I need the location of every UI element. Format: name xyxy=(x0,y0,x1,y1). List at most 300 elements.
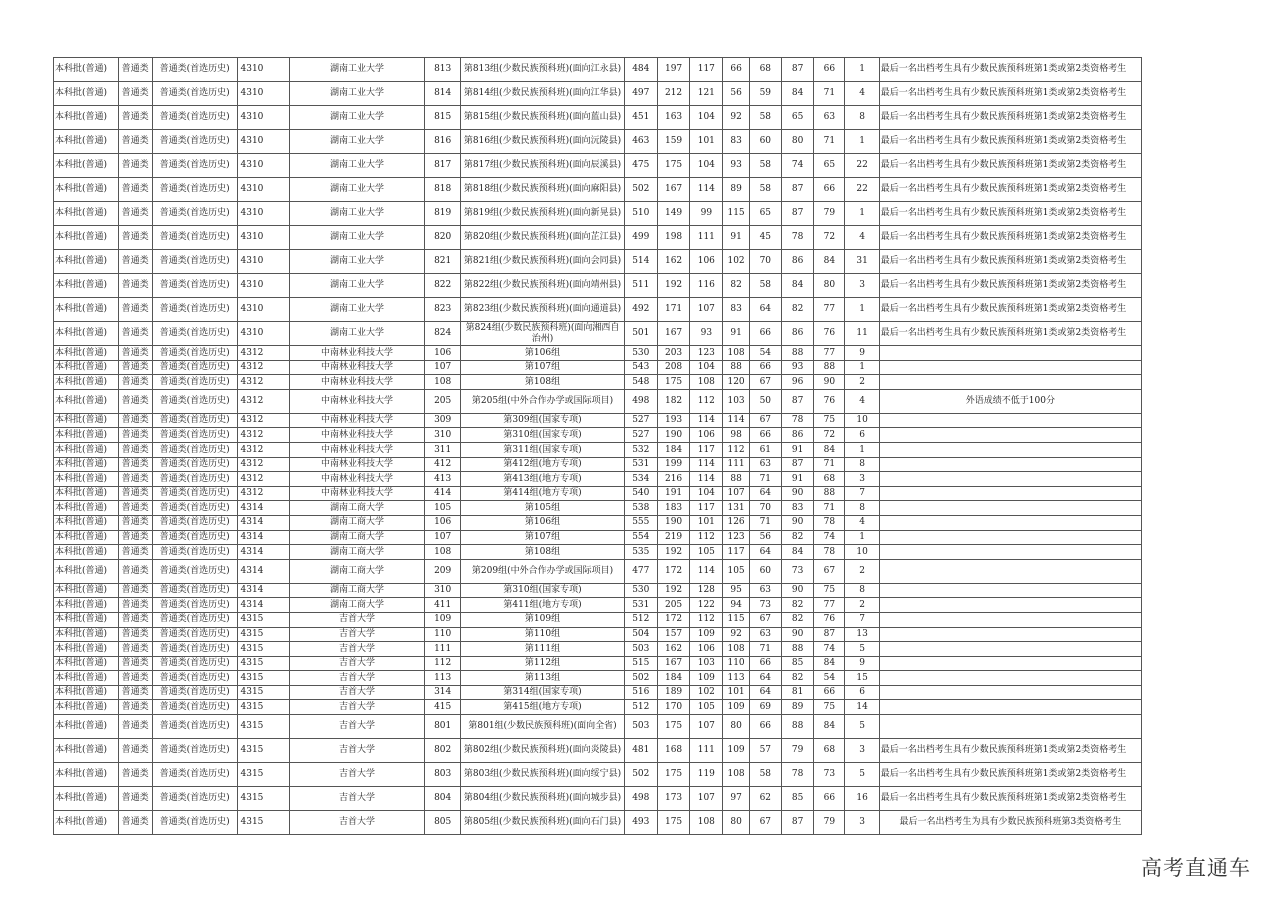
min-score-cell: 497 xyxy=(624,82,657,106)
school-name-cell: 中南林业科技大学 xyxy=(289,428,424,443)
school-name-cell: 中南林业科技大学 xyxy=(289,457,424,472)
batch-cell: 本科批(普通) xyxy=(54,763,119,787)
subject-type-cell: 普通类(首选历史) xyxy=(152,671,237,686)
subject-type-cell: 普通类(首选历史) xyxy=(152,811,237,835)
subject-type-cell: 普通类(首选历史) xyxy=(152,787,237,811)
elective-score-3-cell: 84 xyxy=(814,715,845,739)
math-score-cell: 105 xyxy=(690,545,723,560)
elective-score-2-cell: 85 xyxy=(781,656,813,671)
foreign-lang-score-cell: 102 xyxy=(723,250,749,274)
group-name-cell: 第107组 xyxy=(461,530,624,545)
math-score-cell: 104 xyxy=(690,486,723,501)
school-name-cell: 湖南工业大学 xyxy=(289,274,424,298)
table-row xyxy=(54,642,1142,657)
count-cell: 10 xyxy=(845,413,879,428)
category-cell: 普通类 xyxy=(118,130,152,154)
school-code-cell: 4310 xyxy=(237,154,289,178)
foreign-lang-score-cell: 111 xyxy=(723,457,749,472)
foreign-lang-score-cell: 94 xyxy=(723,598,749,613)
group-code-cell: 107 xyxy=(425,530,461,545)
school-code-cell: 4310 xyxy=(237,82,289,106)
subject-type-cell: 普通类(首选历史) xyxy=(152,322,237,346)
elective-score-3-cell: 80 xyxy=(814,274,845,298)
group-code-cell: 108 xyxy=(425,375,461,390)
group-code-cell: 814 xyxy=(425,82,461,106)
chinese-score-cell: 167 xyxy=(657,656,689,671)
group-code-cell: 805 xyxy=(425,811,461,835)
foreign-lang-score-cell: 101 xyxy=(723,685,749,700)
group-code-cell: 803 xyxy=(425,763,461,787)
subject-type-cell: 普通类(首选历史) xyxy=(152,700,237,715)
min-score-cell: 527 xyxy=(624,428,657,443)
elective-score-2-cell: 87 xyxy=(781,202,813,226)
chinese-score-cell: 216 xyxy=(657,472,689,487)
school-code-cell: 4312 xyxy=(237,360,289,375)
elective-score-3-cell: 76 xyxy=(814,322,845,346)
foreign-lang-score-cell: 108 xyxy=(723,763,749,787)
school-code-cell: 4314 xyxy=(237,530,289,545)
min-score-cell: 527 xyxy=(624,413,657,428)
elective-score-1-cell: 58 xyxy=(749,763,781,787)
chinese-score-cell: 175 xyxy=(657,154,689,178)
math-score-cell: 112 xyxy=(690,530,723,545)
school-code-cell: 4312 xyxy=(237,442,289,457)
subject-type-cell: 普通类(首选历史) xyxy=(152,202,237,226)
count-cell: 2 xyxy=(845,598,879,613)
school-name-cell: 中南林业科技大学 xyxy=(289,486,424,501)
table-row xyxy=(54,457,1142,472)
category-cell: 普通类 xyxy=(118,298,152,322)
table-row xyxy=(54,375,1142,390)
batch-cell: 本科批(普通) xyxy=(54,559,119,583)
school-code-cell: 4315 xyxy=(237,715,289,739)
elective-score-1-cell: 58 xyxy=(749,154,781,178)
count-cell: 3 xyxy=(845,811,879,835)
group-code-cell: 209 xyxy=(425,559,461,583)
group-name-cell: 第805组(少数民族预科班)(面向石门县) xyxy=(461,811,624,835)
school-name-cell: 湖南工商大学 xyxy=(289,530,424,545)
group-code-cell: 804 xyxy=(425,787,461,811)
chinese-score-cell: 208 xyxy=(657,360,689,375)
elective-score-1-cell: 66 xyxy=(749,656,781,671)
min-score-cell: 548 xyxy=(624,375,657,390)
school-name-cell: 吉首大学 xyxy=(289,715,424,739)
count-cell: 16 xyxy=(845,787,879,811)
elective-score-2-cell: 88 xyxy=(781,346,813,361)
note-cell: 最后一名出档考生具有少数民族预科班第1类或第2类资格考生 xyxy=(879,787,1141,811)
count-cell: 3 xyxy=(845,472,879,487)
subject-type-cell: 普通类(首选历史) xyxy=(152,413,237,428)
category-cell: 普通类 xyxy=(118,715,152,739)
group-code-cell: 801 xyxy=(425,715,461,739)
count-cell: 22 xyxy=(845,178,879,202)
school-code-cell: 4315 xyxy=(237,811,289,835)
batch-cell: 本科批(普通) xyxy=(54,685,119,700)
count-cell: 4 xyxy=(845,515,879,530)
count-cell: 22 xyxy=(845,154,879,178)
table-row xyxy=(54,322,1142,346)
group-name-cell: 第311组(国家专项) xyxy=(461,442,624,457)
note-cell xyxy=(879,360,1141,375)
elective-score-1-cell: 71 xyxy=(749,515,781,530)
batch-cell: 本科批(普通) xyxy=(54,375,119,390)
note-cell: 最后一名出档考生具有少数民族预科班第1类或第2类资格考生 xyxy=(879,322,1141,346)
elective-score-1-cell: 64 xyxy=(749,298,781,322)
chinese-score-cell: 192 xyxy=(657,583,689,598)
elective-score-2-cell: 84 xyxy=(781,274,813,298)
elective-score-3-cell: 84 xyxy=(814,442,845,457)
elective-score-3-cell: 72 xyxy=(814,226,845,250)
batch-cell: 本科批(普通) xyxy=(54,787,119,811)
group-code-cell: 113 xyxy=(425,671,461,686)
table-row xyxy=(54,671,1142,686)
elective-score-3-cell: 72 xyxy=(814,428,845,443)
subject-type-cell: 普通类(首选历史) xyxy=(152,656,237,671)
batch-cell: 本科批(普通) xyxy=(54,656,119,671)
category-cell: 普通类 xyxy=(118,106,152,130)
elective-score-2-cell: 90 xyxy=(781,627,813,642)
batch-cell: 本科批(普通) xyxy=(54,486,119,501)
chinese-score-cell: 197 xyxy=(657,58,689,82)
group-code-cell: 309 xyxy=(425,413,461,428)
min-score-cell: 530 xyxy=(624,583,657,598)
note-cell xyxy=(879,700,1141,715)
group-code-cell: 819 xyxy=(425,202,461,226)
group-name-cell: 第818组(少数民族预科班)(面向麻阳县) xyxy=(461,178,624,202)
note-cell xyxy=(879,559,1141,583)
elective-score-1-cell: 63 xyxy=(749,583,781,598)
min-score-cell: 532 xyxy=(624,442,657,457)
batch-cell: 本科批(普通) xyxy=(54,413,119,428)
note-cell: 最后一名出档考生具有少数民族预科班第1类或第2类资格考生 xyxy=(879,154,1141,178)
group-name-cell: 第817组(少数民族预科班)(面向辰溪县) xyxy=(461,154,624,178)
school-name-cell: 湖南工业大学 xyxy=(289,178,424,202)
elective-score-2-cell: 86 xyxy=(781,250,813,274)
min-score-cell: 498 xyxy=(624,389,657,413)
table-row xyxy=(54,685,1142,700)
batch-cell: 本科批(普通) xyxy=(54,58,119,82)
school-name-cell: 湖南工商大学 xyxy=(289,501,424,516)
count-cell: 6 xyxy=(845,428,879,443)
school-code-cell: 4312 xyxy=(237,457,289,472)
subject-type-cell: 普通类(首选历史) xyxy=(152,763,237,787)
elective-score-3-cell: 68 xyxy=(814,739,845,763)
table-row xyxy=(54,700,1142,715)
foreign-lang-score-cell: 109 xyxy=(723,739,749,763)
group-name-cell: 第824组(少数民族预科班)(面向湘西自治州) xyxy=(461,322,624,346)
elective-score-1-cell: 61 xyxy=(749,442,781,457)
elective-score-3-cell: 63 xyxy=(814,106,845,130)
foreign-lang-score-cell: 88 xyxy=(723,360,749,375)
min-score-cell: 502 xyxy=(624,178,657,202)
subject-type-cell: 普通类(首选历史) xyxy=(152,178,237,202)
table-row xyxy=(54,501,1142,516)
school-name-cell: 吉首大学 xyxy=(289,612,424,627)
foreign-lang-score-cell: 108 xyxy=(723,346,749,361)
min-score-cell: 512 xyxy=(624,700,657,715)
group-name-cell: 第113组 xyxy=(461,671,624,686)
group-name-cell: 第205组(中外合作办学或国际项目) xyxy=(461,389,624,413)
category-cell: 普通类 xyxy=(118,671,152,686)
elective-score-3-cell: 88 xyxy=(814,360,845,375)
elective-score-2-cell: 93 xyxy=(781,360,813,375)
table-row xyxy=(54,715,1142,739)
note-cell xyxy=(879,530,1141,545)
math-score-cell: 122 xyxy=(690,598,723,613)
school-code-cell: 4312 xyxy=(237,375,289,390)
foreign-lang-score-cell: 117 xyxy=(723,545,749,560)
category-cell: 普通类 xyxy=(118,763,152,787)
math-score-cell: 112 xyxy=(690,389,723,413)
group-name-cell: 第209组(中外合作办学或国际项目) xyxy=(461,559,624,583)
category-cell: 普通类 xyxy=(118,515,152,530)
chinese-score-cell: 175 xyxy=(657,715,689,739)
foreign-lang-score-cell: 56 xyxy=(723,82,749,106)
count-cell: 5 xyxy=(845,715,879,739)
school-code-cell: 4315 xyxy=(237,685,289,700)
min-score-cell: 516 xyxy=(624,685,657,700)
math-score-cell: 121 xyxy=(690,82,723,106)
elective-score-3-cell: 77 xyxy=(814,598,845,613)
subject-type-cell: 普通类(首选历史) xyxy=(152,598,237,613)
elective-score-2-cell: 90 xyxy=(781,583,813,598)
chinese-score-cell: 168 xyxy=(657,739,689,763)
count-cell: 5 xyxy=(845,763,879,787)
foreign-lang-score-cell: 97 xyxy=(723,787,749,811)
group-code-cell: 311 xyxy=(425,442,461,457)
group-name-cell: 第106组 xyxy=(461,346,624,361)
count-cell: 8 xyxy=(845,501,879,516)
min-score-cell: 498 xyxy=(624,787,657,811)
chinese-score-cell: 203 xyxy=(657,346,689,361)
group-code-cell: 310 xyxy=(425,428,461,443)
group-code-cell: 109 xyxy=(425,612,461,627)
elective-score-2-cell: 82 xyxy=(781,298,813,322)
elective-score-1-cell: 64 xyxy=(749,545,781,560)
batch-cell: 本科批(普通) xyxy=(54,700,119,715)
group-name-cell: 第109组 xyxy=(461,612,624,627)
foreign-lang-score-cell: 126 xyxy=(723,515,749,530)
foreign-lang-score-cell: 115 xyxy=(723,202,749,226)
school-name-cell: 中南林业科技大学 xyxy=(289,360,424,375)
category-cell: 普通类 xyxy=(118,501,152,516)
table-row xyxy=(54,274,1142,298)
note-cell: 最后一名出档考生具有少数民族预科班第1类或第2类资格考生 xyxy=(879,274,1141,298)
min-score-cell: 540 xyxy=(624,486,657,501)
group-name-cell: 第823组(少数民族预科班)(面向通道县) xyxy=(461,298,624,322)
elective-score-3-cell: 76 xyxy=(814,389,845,413)
min-score-cell: 511 xyxy=(624,274,657,298)
category-cell: 普通类 xyxy=(118,389,152,413)
math-score-cell: 114 xyxy=(690,178,723,202)
subject-type-cell: 普通类(首选历史) xyxy=(152,346,237,361)
elective-score-3-cell: 84 xyxy=(814,250,845,274)
note-cell xyxy=(879,486,1141,501)
school-name-cell: 中南林业科技大学 xyxy=(289,346,424,361)
note-cell: 最后一名出档考生具有少数民族预科班第1类或第2类资格考生 xyxy=(879,82,1141,106)
elective-score-1-cell: 64 xyxy=(749,671,781,686)
table-row xyxy=(54,250,1142,274)
chinese-score-cell: 205 xyxy=(657,598,689,613)
group-name-cell: 第803组(少数民族预科班)(面向绥宁县) xyxy=(461,763,624,787)
school-code-cell: 4312 xyxy=(237,486,289,501)
category-cell: 普通类 xyxy=(118,559,152,583)
elective-score-1-cell: 64 xyxy=(749,685,781,700)
chinese-score-cell: 190 xyxy=(657,428,689,443)
admission-score-table xyxy=(53,57,1142,835)
group-name-cell: 第814组(少数民族预科班)(面向江华县) xyxy=(461,82,624,106)
table-row xyxy=(54,82,1142,106)
group-name-cell: 第314组(国家专项) xyxy=(461,685,624,700)
count-cell: 1 xyxy=(845,130,879,154)
subject-type-cell: 普通类(首选历史) xyxy=(152,501,237,516)
group-code-cell: 824 xyxy=(425,322,461,346)
batch-cell: 本科批(普通) xyxy=(54,82,119,106)
elective-score-1-cell: 70 xyxy=(749,501,781,516)
elective-score-1-cell: 66 xyxy=(749,428,781,443)
note-cell: 最后一名出档考生具有少数民族预科班第1类或第2类资格考生 xyxy=(879,202,1141,226)
subject-type-cell: 普通类(首选历史) xyxy=(152,154,237,178)
elective-score-3-cell: 75 xyxy=(814,583,845,598)
group-name-cell: 第411组(地方专项) xyxy=(461,598,624,613)
foreign-lang-score-cell: 92 xyxy=(723,106,749,130)
chinese-score-cell: 192 xyxy=(657,274,689,298)
school-name-cell: 湖南工业大学 xyxy=(289,226,424,250)
elective-score-3-cell: 71 xyxy=(814,457,845,472)
note-cell: 最后一名出档考生为具有少数民族预科班第3类资格考生 xyxy=(879,811,1141,835)
subject-type-cell: 普通类(首选历史) xyxy=(152,250,237,274)
chinese-score-cell: 167 xyxy=(657,178,689,202)
foreign-lang-score-cell: 103 xyxy=(723,389,749,413)
count-cell: 1 xyxy=(845,360,879,375)
table-row xyxy=(54,583,1142,598)
count-cell: 14 xyxy=(845,700,879,715)
group-name-cell: 第801组(少数民族预科班)(面向全省) xyxy=(461,715,624,739)
table-row xyxy=(54,154,1142,178)
batch-cell: 本科批(普通) xyxy=(54,360,119,375)
table-row xyxy=(54,612,1142,627)
group-code-cell: 106 xyxy=(425,515,461,530)
count-cell: 7 xyxy=(845,612,879,627)
batch-cell: 本科批(普通) xyxy=(54,515,119,530)
school-code-cell: 4310 xyxy=(237,274,289,298)
elective-score-1-cell: 68 xyxy=(749,58,781,82)
group-name-cell: 第816组(少数民族预科班)(面向沅陵县) xyxy=(461,130,624,154)
group-name-cell: 第813组(少数民族预科班)(面向江永县) xyxy=(461,58,624,82)
elective-score-2-cell: 90 xyxy=(781,486,813,501)
min-score-cell: 504 xyxy=(624,627,657,642)
note-cell: 最后一名出档考生具有少数民族预科班第1类或第2类资格考生 xyxy=(879,763,1141,787)
math-score-cell: 117 xyxy=(690,58,723,82)
min-score-cell: 534 xyxy=(624,472,657,487)
foreign-lang-score-cell: 91 xyxy=(723,322,749,346)
min-score-cell: 512 xyxy=(624,612,657,627)
table-row xyxy=(54,515,1142,530)
min-score-cell: 463 xyxy=(624,130,657,154)
category-cell: 普通类 xyxy=(118,472,152,487)
chinese-score-cell: 212 xyxy=(657,82,689,106)
subject-type-cell: 普通类(首选历史) xyxy=(152,685,237,700)
elective-score-3-cell: 78 xyxy=(814,545,845,560)
math-score-cell: 102 xyxy=(690,685,723,700)
chinese-score-cell: 193 xyxy=(657,413,689,428)
count-cell: 4 xyxy=(845,82,879,106)
count-cell: 6 xyxy=(845,685,879,700)
math-score-cell: 114 xyxy=(690,472,723,487)
school-code-cell: 4315 xyxy=(237,787,289,811)
note-cell xyxy=(879,515,1141,530)
chinese-score-cell: 191 xyxy=(657,486,689,501)
table-row xyxy=(54,178,1142,202)
elective-score-1-cell: 50 xyxy=(749,389,781,413)
note-cell xyxy=(879,627,1141,642)
batch-cell: 本科批(普通) xyxy=(54,202,119,226)
chinese-score-cell: 199 xyxy=(657,457,689,472)
foreign-lang-score-cell: 95 xyxy=(723,583,749,598)
group-code-cell: 411 xyxy=(425,598,461,613)
batch-cell: 本科批(普通) xyxy=(54,250,119,274)
elective-score-2-cell: 96 xyxy=(781,375,813,390)
foreign-lang-score-cell: 83 xyxy=(723,298,749,322)
min-score-cell: 481 xyxy=(624,739,657,763)
table-row xyxy=(54,226,1142,250)
chinese-score-cell: 172 xyxy=(657,559,689,583)
school-name-cell: 中南林业科技大学 xyxy=(289,472,424,487)
elective-score-2-cell: 85 xyxy=(781,787,813,811)
school-name-cell: 中南林业科技大学 xyxy=(289,413,424,428)
batch-cell: 本科批(普通) xyxy=(54,612,119,627)
school-name-cell: 中南林业科技大学 xyxy=(289,442,424,457)
math-score-cell: 107 xyxy=(690,787,723,811)
count-cell: 4 xyxy=(845,226,879,250)
foreign-lang-score-cell: 80 xyxy=(723,811,749,835)
group-name-cell: 第110组 xyxy=(461,627,624,642)
note-cell: 最后一名出档考生具有少数民族预科班第1类或第2类资格考生 xyxy=(879,226,1141,250)
elective-score-2-cell: 91 xyxy=(781,442,813,457)
chinese-score-cell: 182 xyxy=(657,389,689,413)
note-cell xyxy=(879,671,1141,686)
table-row xyxy=(54,598,1142,613)
note-cell: 最后一名出档考生具有少数民族预科班第1类或第2类资格考生 xyxy=(879,739,1141,763)
group-code-cell: 314 xyxy=(425,685,461,700)
count-cell: 1 xyxy=(845,298,879,322)
elective-score-1-cell: 64 xyxy=(749,486,781,501)
school-name-cell: 吉首大学 xyxy=(289,656,424,671)
min-score-cell: 538 xyxy=(624,501,657,516)
table-row xyxy=(54,106,1142,130)
subject-type-cell: 普通类(首选历史) xyxy=(152,642,237,657)
note-cell: 最后一名出档考生具有少数民族预科班第1类或第2类资格考生 xyxy=(879,298,1141,322)
elective-score-1-cell: 67 xyxy=(749,375,781,390)
school-code-cell: 4315 xyxy=(237,700,289,715)
foreign-lang-score-cell: 114 xyxy=(723,413,749,428)
elective-score-1-cell: 71 xyxy=(749,642,781,657)
elective-score-3-cell: 87 xyxy=(814,627,845,642)
category-cell: 普通类 xyxy=(118,700,152,715)
math-score-cell: 101 xyxy=(690,130,723,154)
foreign-lang-score-cell: 89 xyxy=(723,178,749,202)
group-code-cell: 813 xyxy=(425,58,461,82)
count-cell: 7 xyxy=(845,486,879,501)
category-cell: 普通类 xyxy=(118,322,152,346)
count-cell: 9 xyxy=(845,346,879,361)
math-score-cell: 114 xyxy=(690,559,723,583)
school-code-cell: 4310 xyxy=(237,250,289,274)
math-score-cell: 104 xyxy=(690,154,723,178)
elective-score-2-cell: 82 xyxy=(781,671,813,686)
elective-score-2-cell: 88 xyxy=(781,715,813,739)
group-code-cell: 112 xyxy=(425,656,461,671)
